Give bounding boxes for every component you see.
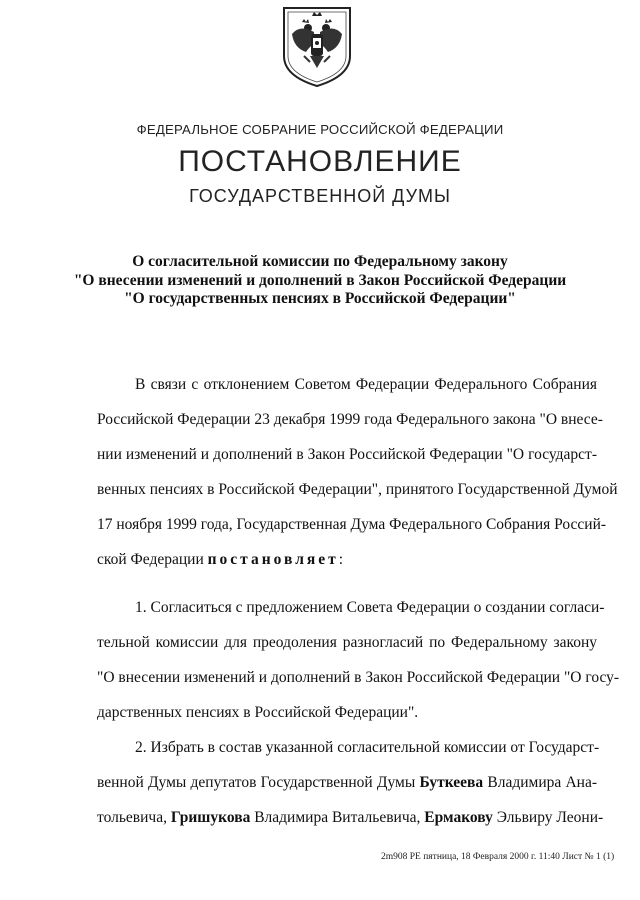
body-text: Владимира Ана-	[487, 774, 597, 791]
body-line: венных пенсиях в Российской Федерации", принятого Государственной Думой	[97, 481, 618, 498]
body-line: 2. Избрать в состав указанной согласительной комиссии от Государст-	[135, 739, 600, 756]
document-subject	[0, 253, 640, 309]
body-text: Эльвиру Леони-	[496, 809, 604, 826]
resolution-keyword: постановляет	[207, 551, 339, 568]
body-line: В связи с отклонением Советом Федерации Федерального Собрания	[135, 376, 597, 393]
organization-name: ФЕДЕРАЛЬНОЕ СОБРАНИЕ РОССИЙСКОЙ ФЕДЕРАЦИИ	[136, 122, 504, 137]
coat-of-arms-emblem-icon	[276, 4, 358, 88]
body-line: дарственных пенсиях в Российской Федерации".	[97, 704, 419, 721]
body-line: тельной комиссии для преодоления разногласий по Федеральному закону	[97, 634, 597, 651]
deputy-name: Буткеева	[419, 774, 484, 791]
body-line: 17 ноября 1999 года, Государственная Дума Федерального Собрания Россий-	[97, 516, 607, 533]
body-text: Владимира Витальевича,	[254, 809, 421, 826]
document-issuer: ГОСУДАРСТВЕННОЙ ДУМЫ	[189, 186, 451, 206]
page-footer: 2m908 PE пятница, 18 Февраля 2000 г. 11:40 Лист № 1 (1)	[381, 852, 615, 862]
body-line: 1. Согласиться с предложением Совета Федерации о создании согласи-	[135, 599, 605, 616]
body-line: Российской Федерации 23 декабря 1999 года Федерального закона "О внесе-	[97, 411, 603, 428]
body-line: "О внесении изменений и дополнений в Закон Российской Федерации "О госу-	[97, 669, 620, 686]
body-text: ской Федерации	[97, 551, 204, 568]
deputy-name: Ермакову	[424, 809, 493, 826]
body-line: нии изменений и дополнений в Закон Российской Федерации "О государст-	[97, 446, 597, 463]
subject-line: "О государственных пенсиях в Российской Федерации"	[124, 290, 516, 307]
subject-line: "О внесении изменений и дополнений в Закон Российской Федерации	[73, 271, 567, 289]
body-text: :	[338, 551, 344, 568]
body-line	[97, 551, 597, 569]
body-line	[97, 774, 597, 792]
body-line	[97, 809, 604, 827]
subject-line: О согласительной комиссии по Федеральному закону	[132, 253, 508, 270]
document-type-title: ПОСТАНОВЛЕНИЕ	[178, 145, 462, 178]
body-text: тольевича,	[97, 809, 167, 826]
deputy-name: Гришукова	[170, 809, 251, 826]
body-text: венной Думы депутатов Государственной Думы	[97, 774, 416, 791]
